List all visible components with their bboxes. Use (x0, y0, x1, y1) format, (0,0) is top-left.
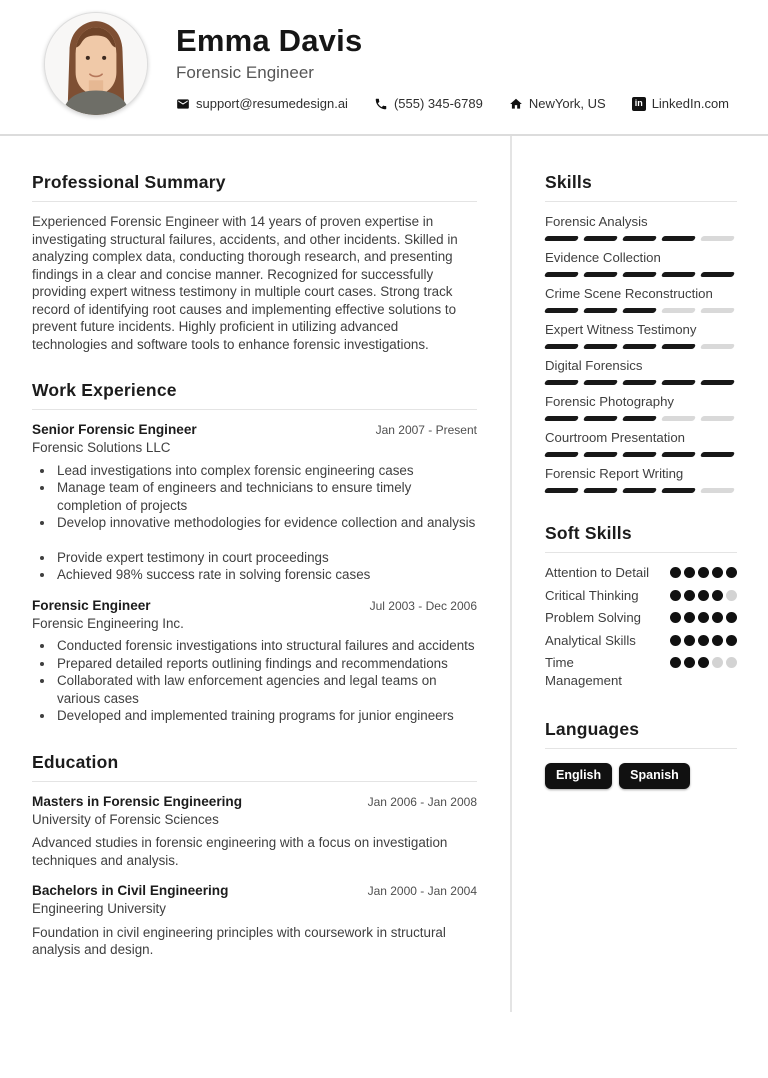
soft-skill-item (545, 632, 737, 650)
phone-text: (555) 345-6789 (393, 96, 483, 111)
soft-skill-rating (670, 654, 737, 668)
skill-name: Forensic Analysis (545, 214, 648, 229)
education-heading: Education (32, 752, 477, 782)
job-company: Forensic Engineering Inc. (32, 615, 184, 631)
avatar-illustration (45, 13, 147, 115)
home-icon (509, 97, 523, 111)
skill-item (545, 213, 737, 241)
email-link[interactable] (176, 96, 348, 111)
soft-skill-rating (670, 609, 737, 623)
phone-icon (374, 97, 388, 111)
education-entry (32, 793, 477, 870)
skill-name: Digital Forensics (545, 358, 643, 373)
job-entry (32, 597, 477, 725)
skills-heading: Skills (545, 172, 737, 202)
skill-item (545, 393, 737, 421)
job-bullet: • Prepared detailed reports outlining findings and recommendations (55, 655, 477, 673)
job-title: Senior Forensic Engineer (32, 422, 197, 437)
location-text: NewYork, US (528, 96, 606, 111)
section-work-experience (32, 380, 477, 725)
education-dates: Jan 2006 - Jan 2008 (367, 794, 477, 809)
contact-row (176, 96, 729, 111)
soft-skill-rating (670, 587, 737, 601)
skill-level-bar (545, 235, 737, 241)
section-skills (545, 172, 737, 493)
job-bullet: • Achieved 98% success rate in solving forensic cases (55, 566, 477, 584)
job-bullet: • Conducted forensic investigations into structural failures and accidents (55, 637, 477, 655)
soft-skill-item (545, 609, 737, 627)
job-bullets (32, 462, 477, 584)
work-heading: Work Experience (32, 380, 477, 410)
skill-name: Crime Scene Reconstruction (545, 286, 713, 301)
section-languages (545, 719, 737, 789)
education-description: Foundation in civil engineering principles with coursework in structural analysis and design. (32, 924, 446, 957)
skill-name: Forensic Report Writing (545, 466, 684, 481)
location-item[interactable] (509, 96, 606, 111)
summary-heading: Professional Summary (32, 172, 477, 202)
skill-level-bar (545, 379, 737, 385)
left-column (0, 136, 510, 1012)
job-bullet: • Lead investigations into complex forensic engineering cases (55, 462, 477, 480)
soft-skill-name: Analytical Skills (545, 632, 636, 648)
education-entry (32, 882, 477, 959)
skill-name: Expert Witness Testimony (545, 322, 697, 337)
summary-text: Experienced Forensic Engineer with 14 years of proven expertise in investigating structural failures, accidents, and other incidents. Skilled in analyzing complex data, conducting thorough research, and presenting findings in a clear and concise manner. Recognized for successfully providing expert witness testimony in multiple court cases. Strong track record of identifying root causes and implementing effective solutions to prevent future incidents. Highly proficient in utilizing advanced technologies and software tools to enhance forensic investigations. (32, 214, 458, 352)
soft-skill-name: Time Management (545, 655, 622, 688)
section-soft-skills (545, 523, 737, 689)
job-entry (32, 421, 477, 584)
job-bullet: • Developed and implemented training programs for junior engineers (55, 707, 477, 725)
envelope-icon (176, 97, 190, 111)
skill-level-bar (545, 415, 737, 421)
skill-level-bar (545, 343, 737, 349)
skill-item (545, 249, 737, 277)
email-text: support@resumedesign.ai (196, 96, 348, 111)
languages-heading: Languages (545, 719, 737, 749)
linkedin-text: LinkedIn.com (651, 96, 730, 111)
education-dates: Jan 2000 - Jan 2004 (367, 884, 477, 898)
soft-skill-rating (670, 632, 737, 646)
school-name: Engineering University (32, 901, 166, 916)
job-company: Forensic Solutions LLC (32, 440, 171, 455)
section-professional-summary (32, 172, 477, 353)
degree-title: Masters in Forensic Engineering (32, 793, 242, 809)
soft-skill-item (545, 654, 737, 689)
skill-item (545, 357, 737, 385)
skill-item (545, 465, 737, 493)
language-badge: English (545, 763, 612, 789)
job-bullets (32, 637, 477, 725)
skill-item (545, 429, 737, 457)
soft-skill-item (545, 587, 737, 605)
skill-level-bar (545, 271, 737, 277)
candidate-title: Forensic Engineer (176, 63, 314, 82)
skill-name: Courtroom Presentation (545, 430, 686, 445)
job-title: Forensic Engineer (32, 597, 151, 613)
skill-item (545, 285, 737, 313)
job-dates: Jul 2003 - Dec 2006 (369, 598, 477, 613)
skill-name: Evidence Collection (545, 250, 661, 265)
avatar (44, 12, 148, 116)
soft-skills-heading: Soft Skills (545, 523, 737, 553)
candidate-name: Emma Davis (176, 23, 363, 58)
language-list (545, 763, 737, 789)
soft-skill-name: Problem Solving (545, 610, 642, 625)
linkedin-icon: in (632, 97, 646, 111)
job-bullet: • Develop innovative methodologies for evidence collection and analysis (55, 514, 477, 532)
right-column (510, 136, 768, 1012)
skill-level-bar (545, 451, 737, 457)
linkedin-link[interactable] (632, 96, 729, 111)
resume-body (0, 136, 768, 1012)
skill-name: Forensic Photography (545, 394, 675, 409)
language-badge: Spanish (619, 763, 690, 789)
section-education (32, 752, 477, 959)
school-name: University of Forensic Sciences (32, 811, 219, 827)
job-bullet: • Provide expert testimony in court proceedings (55, 549, 477, 567)
soft-skill-name: Critical Thinking (545, 587, 639, 603)
skill-item (545, 321, 737, 349)
degree-title: Bachelors in Civil Engineering (32, 883, 229, 898)
soft-skill-item (545, 564, 737, 582)
job-dates: Jan 2007 - Present (375, 423, 477, 437)
resume-header (0, 0, 768, 136)
skill-level-bar (545, 487, 737, 493)
education-description: Advanced studies in forensic engineering with a focus on investigation techniques and analysis. (32, 835, 448, 868)
skill-level-bar (545, 307, 737, 313)
job-bullet: • Manage team of engineers and technicians to ensure timely completion of projects (55, 479, 477, 514)
soft-skill-name: Attention to Detail (545, 565, 650, 580)
phone-link[interactable] (374, 96, 483, 111)
soft-skill-rating (670, 564, 737, 578)
job-bullet: • Collaborated with law enforcement agencies and legal teams on various cases (55, 672, 477, 707)
